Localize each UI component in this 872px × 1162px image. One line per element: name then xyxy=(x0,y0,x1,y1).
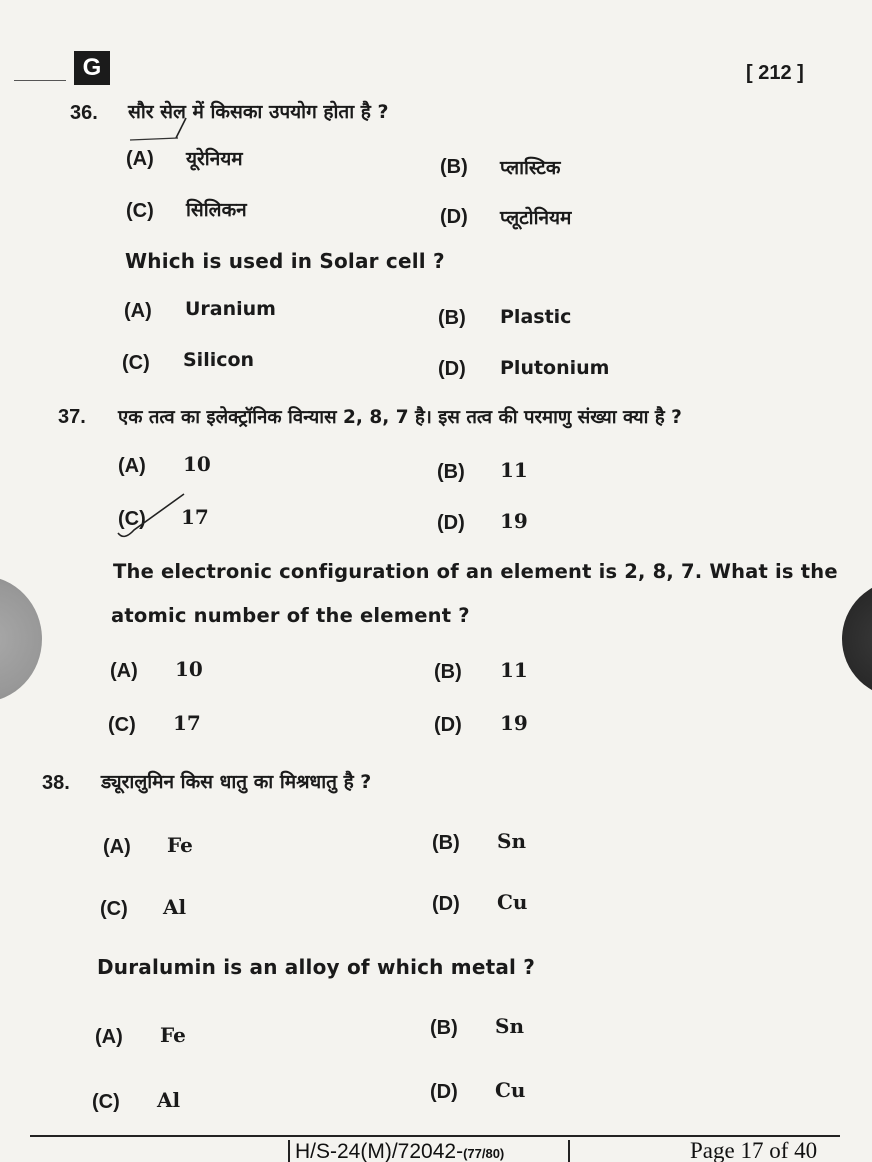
option-text: 10 xyxy=(183,452,211,476)
paper-code-suffix: (77/80) xyxy=(463,1146,505,1161)
option-label: (A) xyxy=(110,660,138,682)
option-label: (B) xyxy=(437,461,465,483)
option-label: (A) xyxy=(95,1026,123,1048)
option-text: Silicon xyxy=(183,349,255,371)
option-text: Fe xyxy=(160,1023,186,1047)
question-text-english: Duralumin is an alloy of which metal ? xyxy=(97,955,536,979)
option-text: Sn xyxy=(495,1014,524,1038)
question-text-english: Which is used in Solar cell ? xyxy=(125,249,445,273)
page-number: Page 17 of 40 xyxy=(690,1138,818,1162)
option-label: (D) xyxy=(438,358,466,380)
option-text: 11 xyxy=(500,658,528,682)
footer-divider xyxy=(288,1140,290,1162)
question-text-english: atomic number of the element ? xyxy=(111,604,470,627)
option-label: (A) xyxy=(124,300,152,322)
question-number: 36. xyxy=(70,102,98,124)
option-label: (D) xyxy=(434,714,462,736)
option-label: (B) xyxy=(432,832,460,854)
footer-divider xyxy=(568,1140,570,1162)
question-text-hindi: ड्यूरालुमिन किस धातु का मिश्रधातु है ? xyxy=(101,771,372,793)
option-label: (D) xyxy=(430,1081,458,1103)
option-label: (A) xyxy=(126,148,154,170)
question-text-english: The electronic configuration of an element is 2, 8, 7. What is the xyxy=(113,560,838,583)
option-label: (B) xyxy=(440,156,468,178)
option-text: 10 xyxy=(175,657,203,681)
question-text-hindi: एक तत्व का इलेक्ट्रॉनिक विन्यास 2, 8, 7 है। इस तत्व की परमाणु संख्या क्या है ? xyxy=(118,407,682,428)
footer-rule xyxy=(30,1135,840,1137)
option-label: (B) xyxy=(434,661,462,683)
option-text: प्लूटोनियम xyxy=(500,207,572,229)
pen-tick-q36 xyxy=(176,118,186,138)
option-label: (C) xyxy=(100,898,128,920)
option-text: Al xyxy=(157,1088,181,1112)
option-text: Uranium xyxy=(185,298,276,320)
paper-code xyxy=(295,1140,504,1162)
option-label: (C) xyxy=(122,352,150,374)
option-text: Cu xyxy=(495,1078,526,1102)
page-code: [ 212 ] xyxy=(746,62,804,84)
option-label: (C) xyxy=(118,508,146,530)
question-number: 37. xyxy=(58,406,86,428)
option-label: (D) xyxy=(440,206,468,228)
option-text: 19 xyxy=(500,711,528,735)
option-label: (D) xyxy=(432,893,460,915)
paper-code-main: H/S-24(M)/72042- xyxy=(295,1140,464,1162)
option-label: (B) xyxy=(430,1017,458,1039)
series-badge: G xyxy=(74,51,110,85)
option-text: 17 xyxy=(173,711,201,735)
question-number: 38. xyxy=(42,772,70,794)
option-text: Al xyxy=(163,895,187,919)
option-text: 11 xyxy=(500,458,528,482)
pen-tick-q37 xyxy=(118,494,184,536)
option-text: Cu xyxy=(497,890,528,914)
question-text-hindi: सौर सेल में किसका उपयोग होता है ? xyxy=(128,101,389,123)
option-label: (C) xyxy=(92,1091,120,1113)
option-text: Sn xyxy=(497,829,526,853)
pen-underline-q36 xyxy=(130,138,178,140)
option-label: (C) xyxy=(126,200,154,222)
option-text: Plastic xyxy=(500,306,572,328)
option-text: 19 xyxy=(500,509,528,533)
option-text: सिलिकन xyxy=(186,199,247,221)
option-label: (C) xyxy=(108,714,136,736)
option-label: (B) xyxy=(438,307,466,329)
option-text: Fe xyxy=(167,833,193,857)
option-text: 17 xyxy=(181,505,209,529)
option-text: Plutonium xyxy=(500,357,610,379)
option-text: यूरेनियम xyxy=(186,148,243,170)
option-text: प्लास्टिक xyxy=(500,157,561,179)
option-label: (A) xyxy=(103,836,131,858)
option-label: (D) xyxy=(437,512,465,534)
option-label: (A) xyxy=(118,455,146,477)
